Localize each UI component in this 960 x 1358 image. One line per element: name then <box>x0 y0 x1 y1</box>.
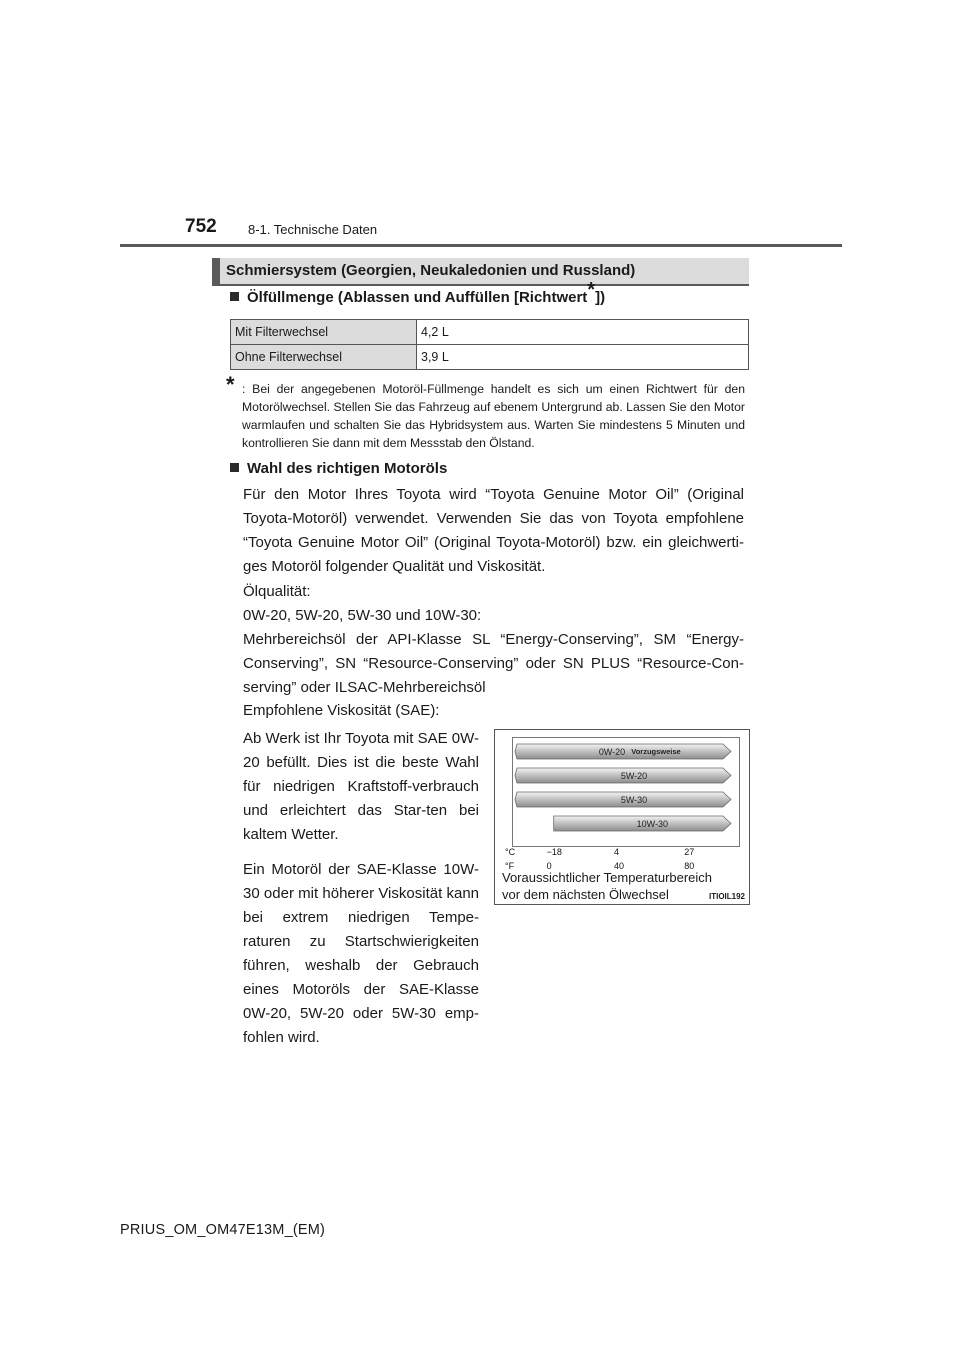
viscosity-chart <box>513 738 739 846</box>
fahrenheit-tick-label: 0 <box>546 861 552 871</box>
table-cell-label: Mit Filterwechsel <box>231 320 417 345</box>
viscosity-label: Empfohlene Viskosität (SAE): <box>243 702 440 719</box>
chapter-title: 8-1. Technische Daten <box>248 222 378 237</box>
table-cell-label: Ohne Filterwechsel <box>231 345 417 370</box>
oil-grades <box>243 604 744 700</box>
oil-grades-text: Mehrbereichsöl der API-Klasse SL “Energy-Conserving”, SM “Energy-Conserving”, SN “Resource-Conserving” oder SN PLUS “Resource-Con-serving” oder ILSAC-Mehrbereichsöl <box>243 631 744 696</box>
square-bullet-icon <box>230 292 239 301</box>
viscosity-figure <box>494 729 750 905</box>
viscosity-chart-frame <box>512 737 740 847</box>
viscosity-bar-label: 5W-20 <box>620 771 648 781</box>
figure-caption-line-1: Voraussichtlicher Temperaturbereich <box>502 870 713 885</box>
footnote-text: : Bei der angegebenen Motoröl-Füllmenge handelt es sich um einen Richtwert für den Motorölwechsel. Stellen Sie das Fahrzeug auf ebenem Untergrund ab. Lassen Sie den Motor warmlaufen und schalten Sie das Hybridsystem aus. Warten Sie mindestens 5 Minuten und kontrollieren Sie dann mit dem Messstab den Ölstand. <box>242 382 745 450</box>
oil-grades-line: 0W-20, 5W-20, 5W-30 und 10W-30: <box>243 607 482 624</box>
celsius-tick-label: 4 <box>613 847 619 857</box>
oil-quality-label: Ölqualität: <box>243 583 311 600</box>
banner-accent-bar <box>212 258 220 286</box>
table-row <box>231 320 749 345</box>
figure-caption-line-2: vor dem nächsten Ölwechsel <box>502 887 669 902</box>
viscosity-bar-label: 0W-20 <box>598 747 626 757</box>
table-cell-value: 4,2 L <box>417 320 749 345</box>
fahrenheit-tick-label: 80 <box>684 861 695 871</box>
header-divider <box>120 244 842 247</box>
oil-capacity-table <box>230 319 749 370</box>
viscosity-bar-label: 10W-30 <box>636 819 669 829</box>
table-row <box>231 345 749 370</box>
oil-capacity-heading: Ölfüllmenge (Ablassen und Auffüllen [Richtwert*]) <box>230 289 605 306</box>
oil-choice-intro: Für den Motor Ihres Toyota wird “Toyota Genuine Motor Oil” (Original Toyota-Motoröl) verwendet. Verwenden Sie das von Toyota empfohlene “Toyota Genuine Motor Oil” (Original Toyota-Motoröl) bzw. ein gleichwerti-ges Motoröl folgender Qualität und Viskosität. <box>243 486 744 575</box>
fahrenheit-tick-label: 40 <box>613 861 624 871</box>
capacity-footnote <box>226 372 745 452</box>
oil-choice-heading: Wahl des richtigen Motoröls <box>230 460 447 477</box>
celsius-unit: °C <box>505 847 516 857</box>
preferred-tag: Vorzugsweise <box>631 747 681 756</box>
figure-code: ITIOIL192 <box>708 892 745 901</box>
square-bullet-icon <box>230 463 239 472</box>
footnote-star: * <box>226 372 235 397</box>
viscosity-bar-label: 5W-30 <box>620 795 648 805</box>
document-footer: PRIUS_OM_OM47E13M_(EM) <box>120 1222 326 1238</box>
viscosity-text-warning: Ein Motoröl der SAE-Klasse 10W-30 oder mit höherer Viskosität kann bei extrem niedrigen Tempe-raturen zu Startschwierigkeiten führen, weshalb der Gebrauch eines Motoröls der SAE-Klasse 0W-20, 5W-20 oder 5W-30 emp-fohlen wird. <box>243 861 479 1046</box>
fahrenheit-unit: °F <box>505 861 515 871</box>
celsius-tick-label: −18 <box>546 847 562 857</box>
celsius-tick-label: 27 <box>684 847 695 857</box>
section-title: Schmiersystem (Georgien, Neukaledonien und Russland) <box>226 262 636 279</box>
table-cell-value: 3,9 L <box>417 345 749 370</box>
viscosity-text-factory: Ab Werk ist Ihr Toyota mit SAE 0W-20 befüllt. Dies ist die beste Wahl für niedrigen Kraftstoff-verbrauch und erleichtert das Star-ten bei kaltem Wetter. <box>243 730 479 843</box>
section-banner <box>212 258 749 286</box>
page-number: 752 <box>185 216 217 237</box>
